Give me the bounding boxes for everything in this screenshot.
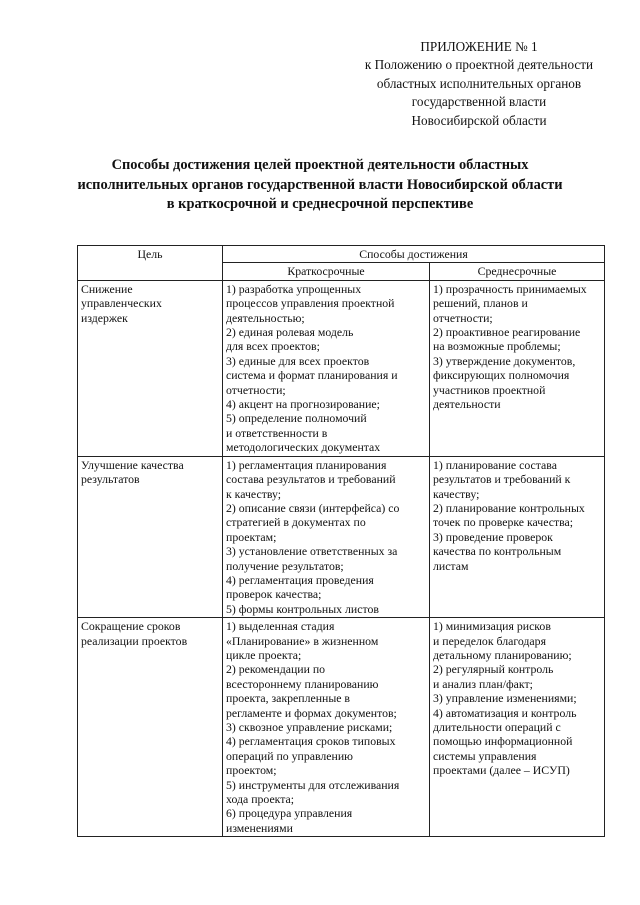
cell-line: 1) минимизация рисков: [433, 619, 551, 634]
cell-line: решений, планов и: [433, 296, 528, 311]
table-row: [78, 456, 605, 617]
cell-line: 3) проведение проверок: [433, 529, 553, 544]
title-line: Способы достижения целей проектной деятельности областных: [111, 157, 529, 173]
cell-line: 2) регулярный контроль: [433, 662, 554, 677]
cell-line: деятельностью;: [226, 310, 305, 325]
cell-line: Снижение: [81, 281, 133, 296]
title-line: исполнительных органов государственной власти Новосибирской области: [77, 176, 563, 193]
medium-term-cell: [430, 280, 605, 456]
goal-cell: [78, 456, 223, 617]
cell-line: 1) прозрачность принимаемых: [433, 281, 587, 296]
cell-line: 2) проактивное реагирование: [433, 325, 581, 340]
cell-line: 2) планирование контрольных: [433, 500, 585, 515]
cell-line: Улучшение качества: [81, 457, 184, 472]
goal-cell: [78, 280, 223, 456]
cell-line: издержек: [81, 310, 128, 325]
cell-line: 5) инструменты для отслеживания: [226, 777, 400, 792]
table-row: [78, 280, 605, 456]
cell-line: изменениями: [226, 820, 293, 835]
appendix-header: [320, 38, 638, 130]
appendix-line: областных исполнительных органов: [376, 75, 582, 91]
cell-line: 4) регламентация проведения: [226, 572, 374, 587]
cell-line: проекта, закрепленные в: [226, 691, 351, 706]
short-term-cell: [223, 280, 430, 456]
cell-line: 2) рекомендации по: [226, 662, 326, 677]
cell-line: системы управления: [433, 748, 537, 763]
cell-line: Сокращение сроков: [81, 619, 181, 634]
medium-term-cell: [430, 456, 605, 617]
cell-line: 1) планирование состава: [433, 457, 557, 472]
cell-line: 4) акцент на прогнозирование;: [226, 397, 380, 412]
cell-line: помощью информационной: [433, 734, 573, 749]
header-goal: Цель: [78, 246, 223, 281]
cell-line: 3) установление ответственных за: [226, 544, 398, 559]
cell-line: регламенте и формах документов;: [226, 705, 397, 720]
cell-line: проектами (далее – ИСУП): [433, 763, 570, 778]
cell-line: для всех проектов;: [226, 339, 320, 354]
methods-table: [77, 245, 605, 837]
cell-line: 1) регламентация планирования: [226, 457, 387, 472]
cell-line: детальному планированию;: [433, 647, 572, 662]
cell-line: получение результатов;: [226, 558, 344, 573]
cell-line: всестороннему планированию: [226, 676, 379, 691]
cell-line: отчетности;: [226, 382, 286, 397]
cell-line: на возможные проблемы;: [433, 339, 561, 354]
medium-term-cell: [430, 618, 605, 837]
table-row: [78, 618, 605, 837]
cell-line: качества по контрольным: [433, 544, 562, 559]
cell-line: 4) автоматизация и контроль: [433, 705, 577, 720]
short-term-cell: [223, 618, 430, 837]
header-short-term: Краткосрочные: [223, 263, 430, 280]
cell-line: проверок качества;: [226, 587, 322, 602]
cell-line: проектом;: [226, 763, 277, 778]
cell-line: 5) формы контрольных листов: [226, 601, 379, 616]
cell-line: операций по управлению: [226, 748, 353, 763]
cell-line: фиксирующих полномочия: [433, 368, 570, 383]
cell-line: 3) управление изменениями;: [433, 691, 577, 706]
cell-line: точек по проверке качества;: [433, 515, 574, 530]
cell-line: проектам;: [226, 529, 277, 544]
cell-line: 4) регламентация сроков типовых: [226, 734, 396, 749]
document-title: [60, 156, 580, 215]
header-methods: Способы достижения: [223, 246, 605, 263]
cell-line: 6) процедура управления: [226, 806, 353, 821]
appendix-line: Новосибирской области: [411, 112, 547, 128]
short-term-cell: [223, 456, 430, 617]
cell-line: хода проекта;: [226, 792, 295, 807]
cell-line: участников проектной: [433, 382, 546, 397]
appendix-line: государственной власти: [411, 94, 547, 110]
cell-line: 2) описание связи (интерфейса) со: [226, 500, 400, 515]
cell-line: 3) утверждение документов,: [433, 353, 576, 368]
cell-line: реализации проектов: [81, 633, 188, 648]
title-line: в краткосрочной и среднесрочной перспективе: [166, 196, 474, 212]
cell-line: 5) определение полномочий: [226, 411, 367, 426]
cell-line: 1) разработка упрощенных: [226, 281, 362, 296]
cell-line: и анализ план/факт;: [433, 676, 533, 691]
goal-cell: [78, 618, 223, 837]
cell-line: «Планирование» в жизненном: [226, 633, 379, 648]
cell-line: деятельности: [433, 397, 501, 412]
cell-line: 3) единые для всех проектов: [226, 353, 370, 368]
cell-line: 1) выделенная стадия: [226, 619, 335, 634]
appendix-line: ПРИЛОЖЕНИЕ № 1: [420, 39, 538, 54]
cell-line: листам: [433, 558, 469, 573]
cell-line: отчетности;: [433, 310, 493, 325]
cell-line: 2) единая ролевая модель: [226, 325, 354, 340]
cell-line: 3) сквозное управление рисками;: [226, 720, 393, 734]
cell-line: состава результатов и требований: [226, 472, 396, 487]
cell-line: длительности операций с: [433, 720, 561, 734]
cell-line: управленческих: [81, 296, 162, 311]
cell-line: стратегией в документах по: [226, 515, 366, 530]
cell-line: к качеству;: [226, 486, 282, 501]
header-medium-term: Среднесрочные: [430, 263, 605, 280]
cell-line: цикле проекта;: [226, 647, 302, 662]
cell-line: и переделок благодаря: [433, 633, 546, 648]
cell-line: и ответственности в: [226, 425, 328, 440]
cell-line: результатов: [81, 472, 140, 487]
cell-line: процессов управления проектной: [226, 296, 395, 311]
cell-line: качеству;: [433, 486, 480, 501]
cell-line: система и формат планирования и: [226, 368, 398, 383]
cell-line: результатов и требований к: [433, 472, 571, 487]
appendix-line: к Положению о проектной деятельности: [364, 57, 594, 73]
cell-line: методологических документах: [226, 440, 381, 455]
